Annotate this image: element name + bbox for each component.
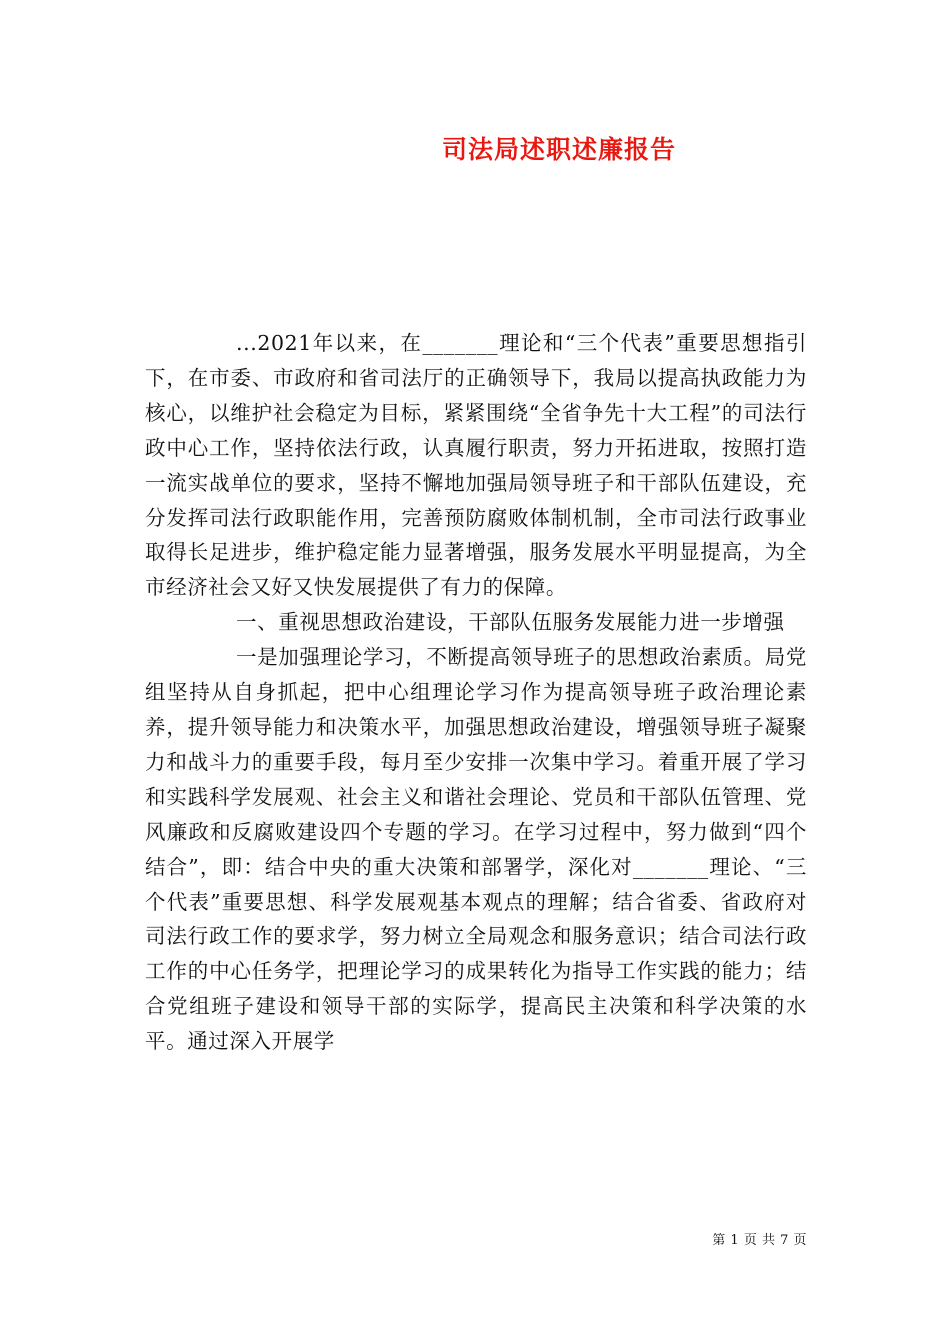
- document-title: 司法局述职述廉报告: [441, 135, 676, 164]
- section-heading-1: 一、重视思想政治建设，干部队伍服务发展能力进一步增强: [236, 610, 785, 635]
- paragraph-intro: ...2021年以来，在_______理论和“三个代表”重要思想指引下，在市委、市政府和省司法厅的正确领导下，我局以提高执政能力为核心，以维护社会稳定为目标，紧紧围绕“全省争先十大工程”的司法行政中心工作，坚持依法行政，认真履行职责，努力开拓进取，按照打造一流实战单位的要求，坚持不懈地加强局领导班子和干部队伍建设，充分发挥司法行政职能作用，完善预防腐败体制机制，全市司法行政事业取得长足进步，维护稳定能力显著增强，服务发展水平明显提高，为全市经济社会又好又快发展提供了有力的保障。: [145, 331, 807, 600]
- paragraph-theory-study: 一是加强理论学习，不断提高领导班子的思想政治素质。局党组坚持从自身抓起，把中心组理论学习作为提高领导班子政治理论素养，提升领导能力和决策水平，加强思想政治建设，增强领导班子凝聚力和战斗力的重要手段，每月至少安排一次集中学习。着重开展了学习和实践科学发展观、社会主义和谐社会理论、党员和干部队伍管理、党风廉政和反腐败建设四个专题的学习。在学习过程中，努力做到“四个结合”，即：结合中央的重大决策和部署学，深化对_______理论、“三个代表”重要思想、科学发展观基本观点的理解；结合省委、省政府对司法行政工作的要求学，努力树立全局观念和服务意识；结合司法行政工作的中心任务学，把理论学习的成果转化为指导工作实践的能力；结合党组班子建设和领导干部的实际学，提高民主决策和科学决策的水平。通过深入开展学: [145, 645, 807, 1054]
- document-body: [145, 326, 807, 1059]
- page-number: 第 1 页 共 7 页: [712, 1233, 807, 1248]
